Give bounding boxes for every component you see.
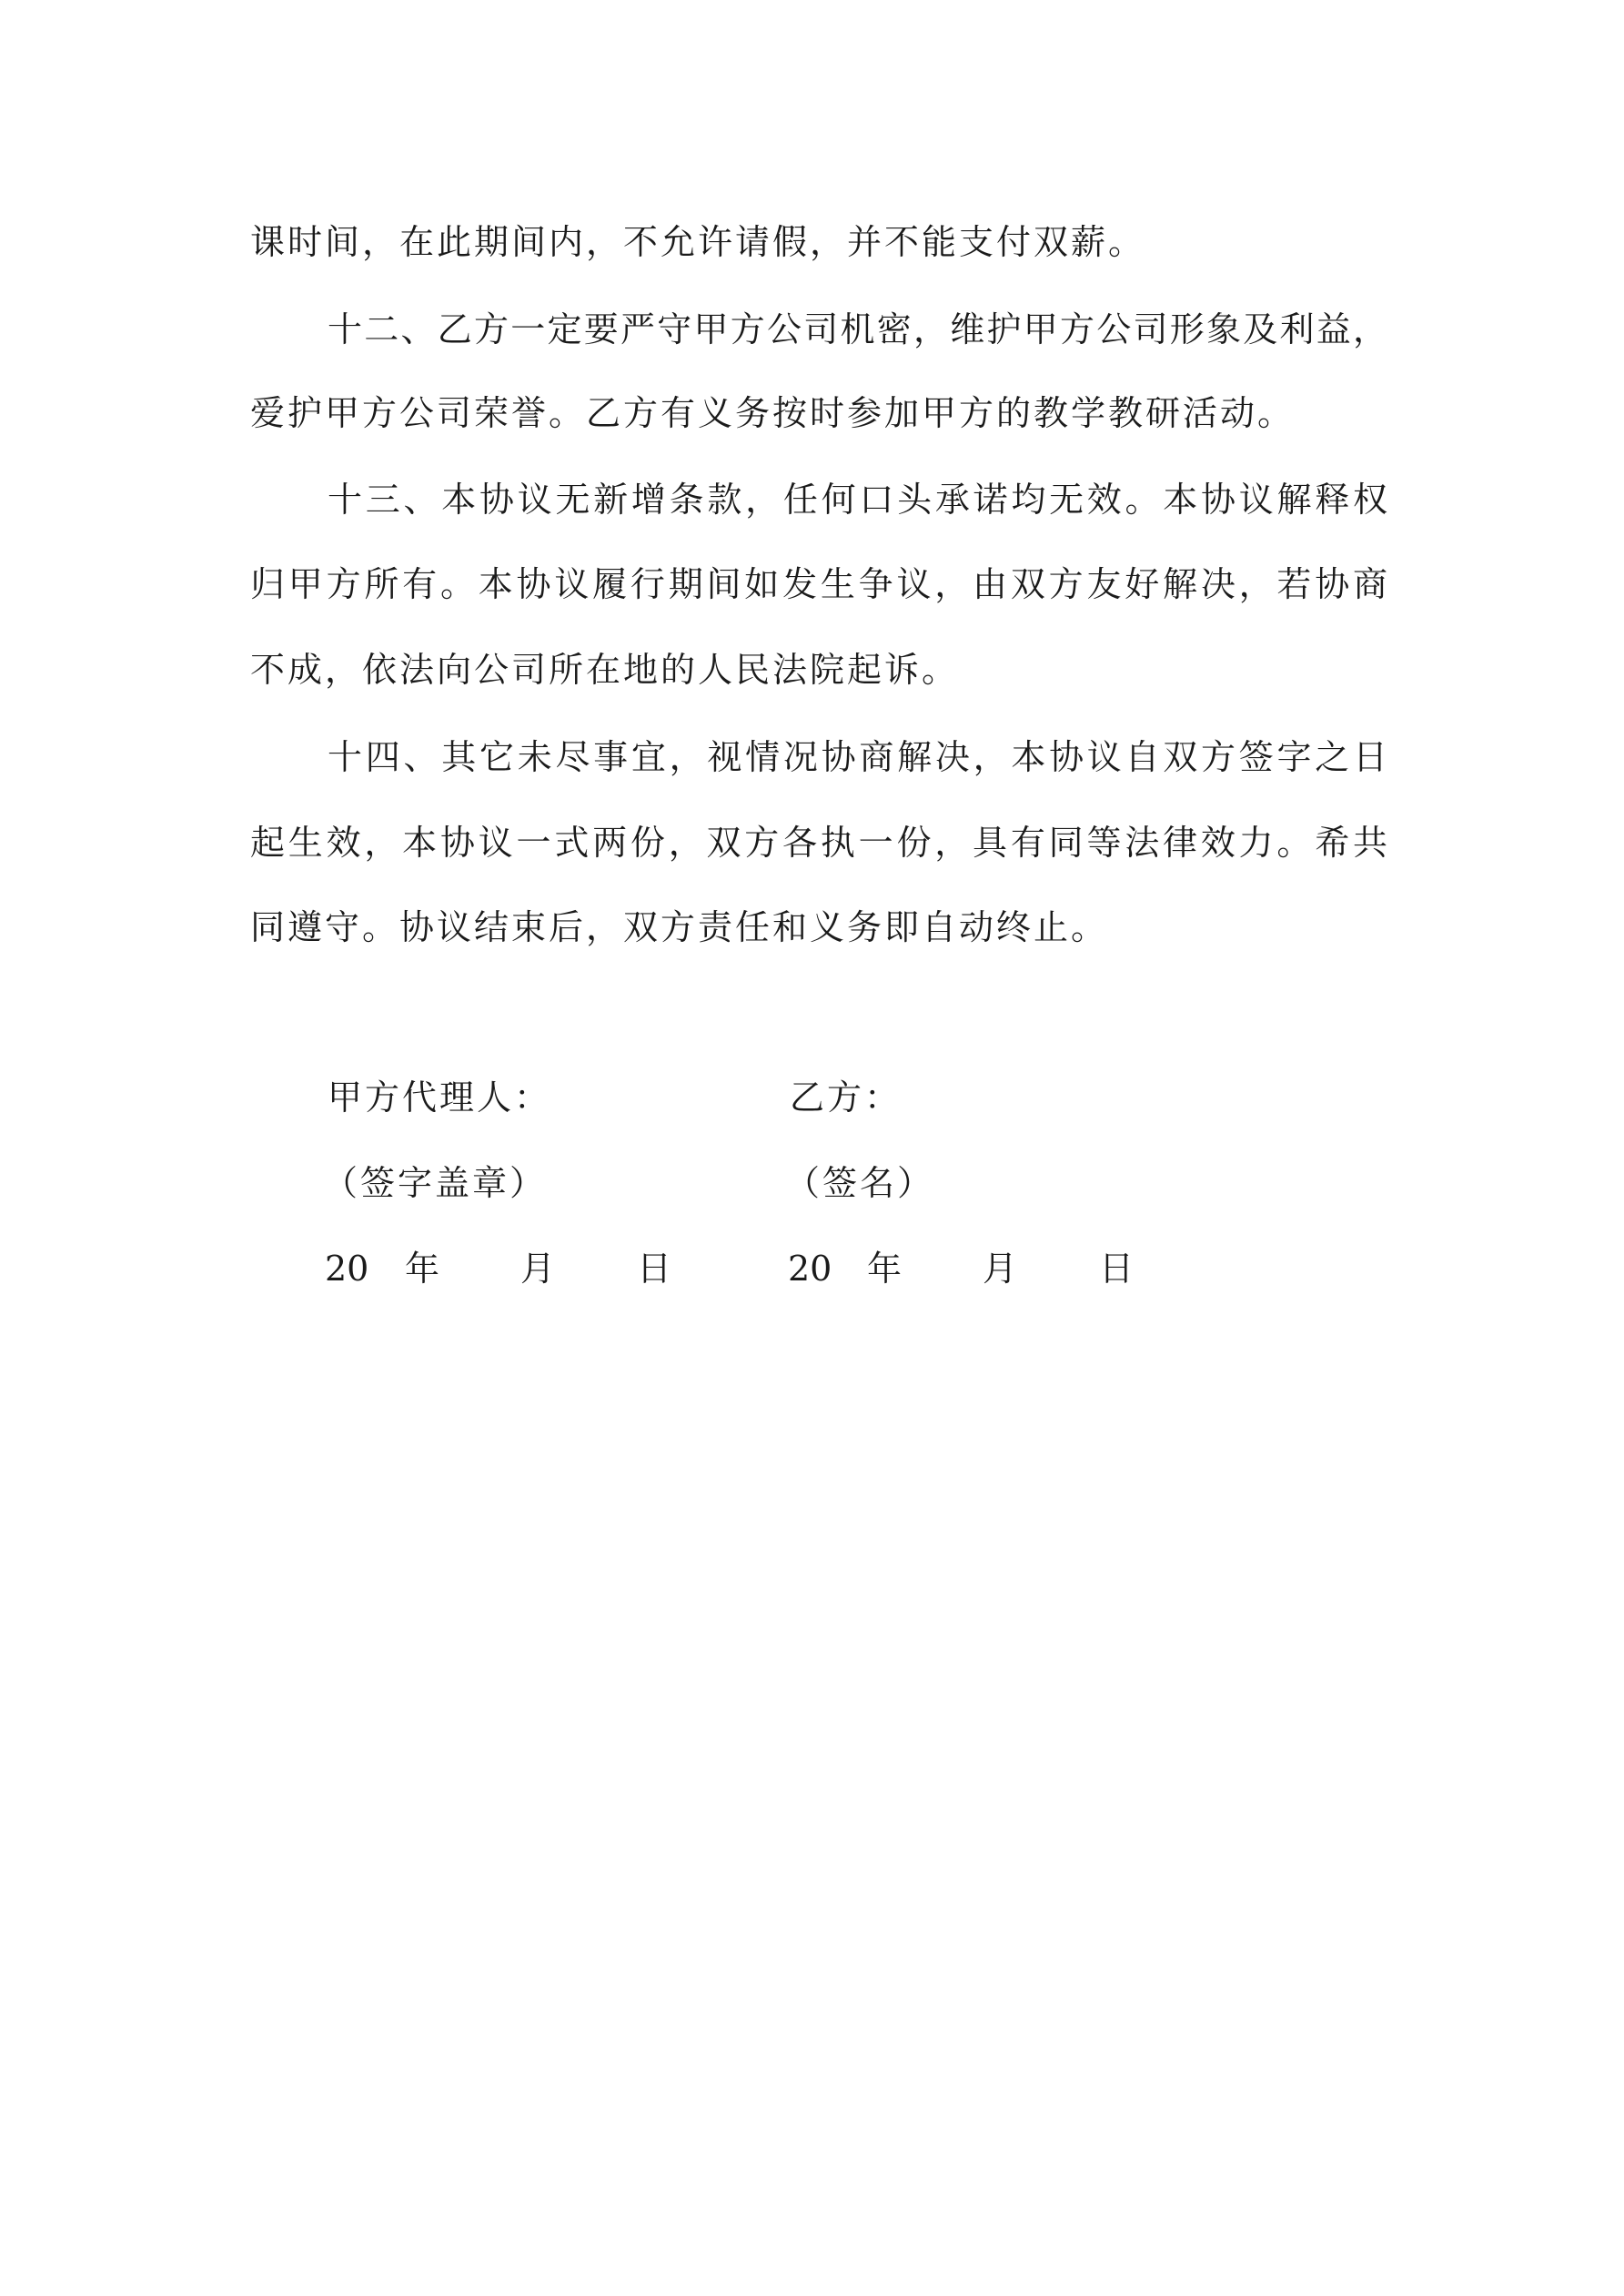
clause-12-line-1: 十二、乙方一定要严守甲方公司机密，维护甲方公司形象及利益， bbox=[328, 309, 1387, 349]
party-a-date-month-unit: 月 bbox=[520, 1249, 556, 1289]
clause-14-line-2: 起生效，本协议一式两份，双方各执一份，具有同等法律效力。希共 bbox=[250, 823, 1387, 863]
party-a-date-day-unit: 日 bbox=[637, 1249, 672, 1289]
party-b-note: （签名） bbox=[785, 1163, 935, 1203]
party-b-date-month-unit: 月 bbox=[983, 1249, 1018, 1289]
party-a-date-year-unit: 年 bbox=[405, 1249, 440, 1289]
clause-14-line-1: 十四、其它未尽事宜，视情况协商解决，本协议自双方签字之日 bbox=[328, 737, 1387, 777]
party-a-date-year: 20 bbox=[325, 1249, 369, 1289]
clause-13-line-2: 归甲方所有。本协议履行期间如发生争议，由双方友好解决，若协商 bbox=[250, 564, 1387, 604]
clause-14-line-3: 同遵守。协议结束后，双方责任和义务即自动终止。 bbox=[250, 907, 1109, 947]
clause-12-line-2: 爱护甲方公司荣誉。乙方有义务按时参加甲方的教学教研活动。 bbox=[250, 393, 1296, 433]
party-a-note: （签字盖章） bbox=[323, 1163, 548, 1203]
body-line-1: 课时间，在此期间内，不允许请假，并不能支付双薪。 bbox=[250, 222, 1146, 262]
clause-13-line-3: 不成，依法向公司所在地的人民法院起诉。 bbox=[250, 650, 960, 690]
party-b-date-year: 20 bbox=[788, 1249, 832, 1289]
party-b-date-day-unit: 日 bbox=[1099, 1249, 1135, 1289]
party-a-label: 甲方代理人： bbox=[328, 1077, 552, 1118]
clause-13-line-1: 十三、本协议无新增条款，任何口头承诺均无效。本协议解释权 bbox=[328, 480, 1387, 520]
party-b-label: 乙方： bbox=[790, 1077, 903, 1118]
party-b-date-year-unit: 年 bbox=[867, 1249, 903, 1289]
